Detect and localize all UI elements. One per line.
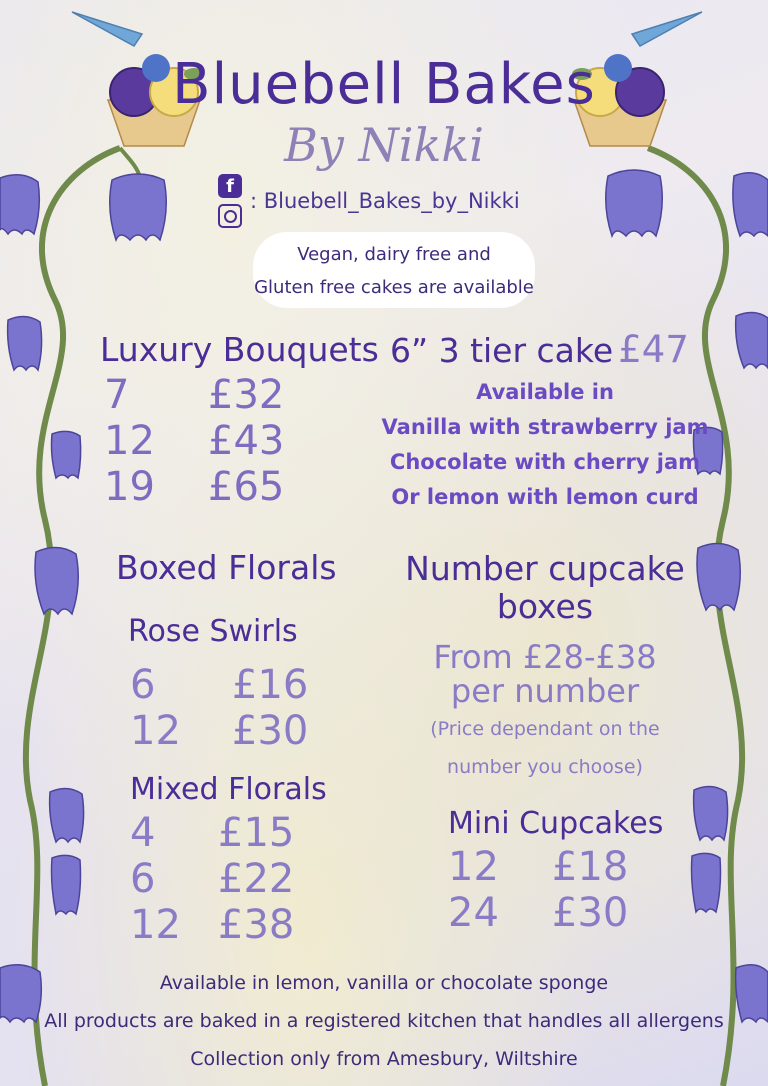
luxury-bouquets-price-list xyxy=(104,372,284,510)
number-cupcakes-price-line-1: From £28-£38 xyxy=(433,638,657,676)
price-row xyxy=(130,810,294,856)
price-row xyxy=(130,856,294,902)
footer-info xyxy=(0,964,768,1078)
flavour-line: Chocolate with cherry jam xyxy=(389,450,701,474)
quantity: 12 xyxy=(130,708,181,754)
price: £16 xyxy=(232,662,309,708)
tier-cake-heading-row xyxy=(390,328,689,371)
price: £43 xyxy=(208,418,285,464)
mixed-florals-price-list xyxy=(130,810,294,948)
business-title: Bluebell Bakes xyxy=(172,52,596,117)
number-cupcakes-price-line-2: per number xyxy=(450,672,640,710)
number-cupcakes-note xyxy=(400,710,690,786)
price: £22 xyxy=(218,856,295,902)
business-subtitle: By Nikki xyxy=(284,118,484,172)
flavour-line: Or lemon with lemon curd xyxy=(391,485,699,509)
price: £15 xyxy=(218,810,295,856)
quantity: 12 xyxy=(130,902,181,948)
price-row xyxy=(104,418,284,464)
tier-cake-price: £47 xyxy=(618,328,689,371)
dietary-notice-line-1: Vegan, dairy free and xyxy=(297,244,491,265)
quantity: 12 xyxy=(104,418,155,464)
number-cupcakes-heading-line-1: Number cupcake xyxy=(405,549,685,588)
price-row xyxy=(130,902,294,948)
rose-swirls-heading: Rose Swirls xyxy=(128,614,298,649)
tier-cake-flavours xyxy=(380,375,710,515)
number-cupcakes-heading xyxy=(400,550,690,626)
facebook-icon: f xyxy=(218,174,242,198)
dietary-notice xyxy=(253,232,535,308)
footer-line-3: Collection only from Amesbury, Wiltshire xyxy=(190,1048,578,1070)
rose-swirls-price-list xyxy=(130,662,308,754)
flavour-line: Available in xyxy=(476,380,614,404)
footer-line-1: Available in lemon, vanilla or chocolate sponge xyxy=(159,972,609,994)
instagram-icon xyxy=(218,204,242,228)
price-row xyxy=(448,844,628,890)
price: £32 xyxy=(208,372,285,418)
mini-cupcakes-heading: Mini Cupcakes xyxy=(448,806,664,841)
social-handle: : Bluebell_Bakes_by_Nikki xyxy=(250,189,520,213)
price: £38 xyxy=(218,902,295,948)
number-cupcakes-heading-line-2: boxes xyxy=(496,587,594,626)
price: £18 xyxy=(552,844,629,890)
price-row xyxy=(130,662,308,708)
boxed-florals-heading: Boxed Florals xyxy=(116,548,337,587)
quantity: 24 xyxy=(448,890,499,936)
price: £30 xyxy=(552,890,629,936)
quantity: 19 xyxy=(104,464,155,510)
luxury-bouquets-heading: Luxury Bouquets xyxy=(100,330,379,369)
quantity: 4 xyxy=(130,810,156,856)
price-row xyxy=(130,708,308,754)
tier-cake-heading: 6” 3 tier cake xyxy=(390,331,614,370)
number-cupcakes-note-line-2: number you choose) xyxy=(447,756,643,778)
price-row xyxy=(104,464,284,510)
quantity: 6 xyxy=(130,662,156,708)
number-cupcakes-price xyxy=(400,640,690,708)
footer-line-2: All products are baked in a registered kitchen that handles all allergens xyxy=(44,1010,724,1032)
mixed-florals-heading: Mixed Florals xyxy=(130,772,327,807)
mini-cupcakes-price-list xyxy=(448,844,628,936)
quantity: 6 xyxy=(130,856,156,902)
price-row xyxy=(104,372,284,418)
quantity: 7 xyxy=(104,372,130,418)
quantity: 12 xyxy=(448,844,499,890)
flavour-line: Vanilla with strawberry jam xyxy=(381,415,709,439)
number-cupcakes-note-line-1: (Price dependant on the xyxy=(430,718,660,740)
social-media-row xyxy=(218,174,520,228)
price: £65 xyxy=(208,464,285,510)
price: £30 xyxy=(232,708,309,754)
price-row xyxy=(448,890,628,936)
dietary-notice-line-2: Gluten free cakes are available xyxy=(254,277,534,298)
